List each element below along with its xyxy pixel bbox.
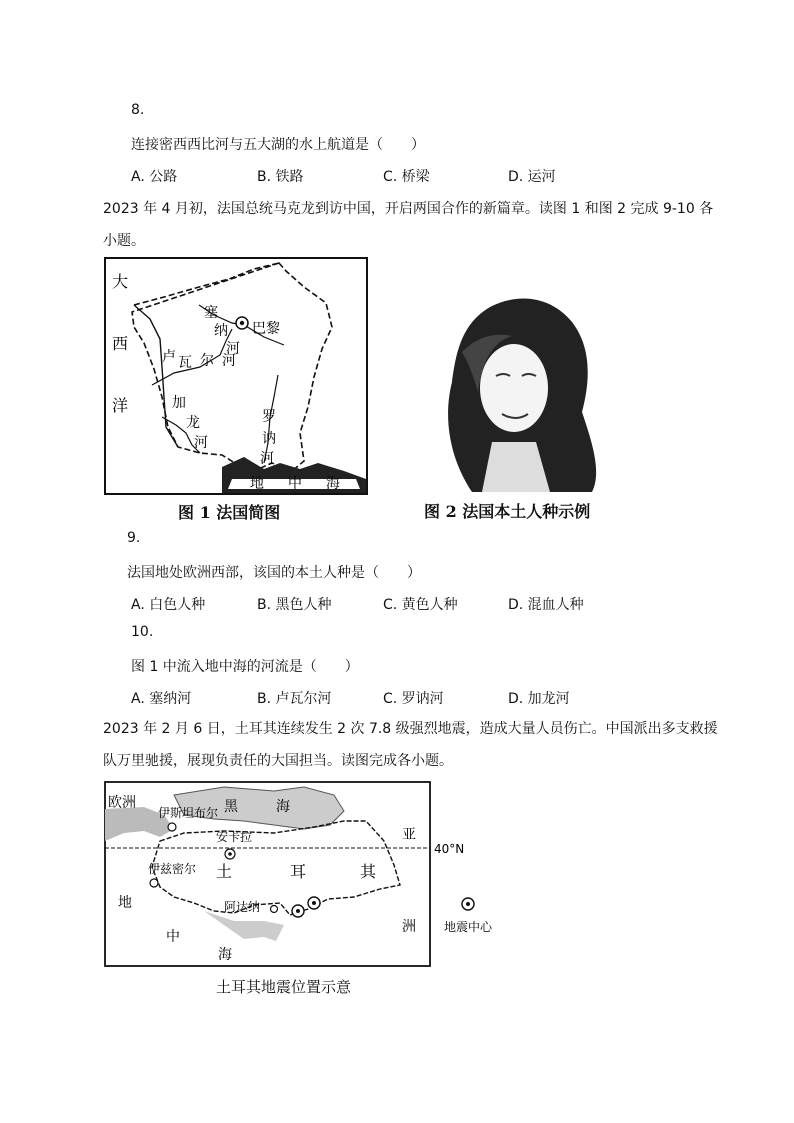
- figure-1-caption: 图 1 法国简图: [178, 503, 281, 522]
- map-label: 罗: [262, 409, 276, 425]
- map-label: 讷: [262, 431, 276, 447]
- map-label: 中: [166, 929, 180, 945]
- question-8-option-d: D. 运河: [508, 169, 556, 185]
- istanbul-dot: [168, 823, 176, 831]
- question-9-number: 9.: [127, 530, 141, 546]
- map-label: 西: [112, 334, 129, 353]
- izmir-dot: [150, 879, 158, 887]
- map-label: 其: [360, 862, 377, 881]
- map-label: 地: [118, 895, 132, 911]
- question-9-stem: 法国地处欧洲西部，该国的本土人种是（ ）: [127, 565, 421, 581]
- latitude-label: 40°N: [434, 842, 465, 856]
- legend-label: 地震中心: [444, 920, 493, 934]
- map-label: 河: [222, 353, 236, 369]
- map-label: 伊斯坦布尔: [158, 806, 219, 820]
- map-label: 塞: [204, 305, 218, 321]
- map-label: 尔: [200, 353, 214, 369]
- question-10-option-d: D. 加龙河: [508, 691, 570, 707]
- question-10-option-c: C. 罗讷河: [383, 691, 444, 707]
- map-label: 加: [172, 395, 186, 411]
- map-label: 纳: [214, 323, 228, 339]
- question-9-option-d: D. 混血人种: [508, 597, 584, 613]
- person-portrait: [432, 292, 604, 492]
- map-label: 河: [260, 451, 274, 467]
- map-label: 安卡拉: [216, 830, 253, 844]
- adana-dot: [271, 906, 278, 913]
- map-label: 海: [276, 799, 290, 815]
- map-label: 欧洲: [108, 795, 136, 811]
- question-8-stem: 连接密西西比河与五大湖的水上航道是（ ）: [131, 137, 425, 153]
- map-label: 海: [326, 476, 340, 492]
- paris-label: 巴黎: [252, 321, 280, 337]
- question-10-option-b: B. 卢瓦尔河: [257, 691, 332, 707]
- question-8-option-c: C. 桥梁: [383, 169, 430, 185]
- question-10-number: 10.: [131, 624, 154, 640]
- map-label: 中: [288, 476, 302, 492]
- map-label: 卢: [162, 349, 176, 365]
- map-label: 洲: [402, 919, 416, 935]
- map-label: 耳: [290, 862, 307, 881]
- map-label: 洋: [112, 396, 129, 415]
- question-10-option-a: A. 塞纳河: [131, 691, 192, 707]
- france-map: [104, 257, 368, 495]
- map-label: 大: [112, 272, 129, 291]
- map-label: 瓦: [178, 355, 192, 371]
- question-9-option-a: A. 白色人种: [131, 597, 206, 613]
- question-8-number: 8.: [131, 102, 145, 118]
- question-8-option-a: A. 公路: [131, 169, 178, 185]
- intro-1-line-1: 2023 年 4 月初，法国总统马克龙到访中国，开启两国合作的新篇章。读图 1 和图 2 完成 9-10 各: [103, 201, 714, 217]
- turkey-map: [104, 781, 504, 969]
- figure-2-caption: 图 2 法国本土人种示例: [424, 502, 591, 521]
- question-10-stem: 图 1 中流入地中海的河流是（ ）: [131, 659, 359, 675]
- intro-2-line-2: 队万里驰援，展现负责任的大国担当。读图完成各小题。: [103, 753, 453, 769]
- map-label: 河: [194, 435, 208, 451]
- map-label: 河: [226, 341, 240, 357]
- figure-3-caption: 土耳其地震位置示意: [216, 978, 352, 996]
- question-9-option-b: B. 黑色人种: [257, 597, 332, 613]
- map-label: 黑: [224, 799, 238, 815]
- intro-2-line-1: 2023 年 2 月 6 日，土耳其连续发生 2 次 7.8 级强烈地震，造成大量人员伤亡。中国派出多支救援: [103, 721, 718, 737]
- question-9-option-c: C. 黄色人种: [383, 597, 458, 613]
- map-label: 亚: [402, 827, 416, 843]
- question-8-option-b: B. 铁路: [257, 169, 304, 185]
- map-label: 土: [216, 862, 233, 881]
- map-label: 海: [218, 947, 232, 963]
- map-label: 龙: [186, 415, 200, 431]
- map-label: 地: [250, 476, 264, 492]
- map-label: 伊兹密尔: [148, 862, 197, 876]
- map-label: 阿达纳: [224, 900, 261, 914]
- intro-1-line-2: 小题。: [103, 233, 145, 249]
